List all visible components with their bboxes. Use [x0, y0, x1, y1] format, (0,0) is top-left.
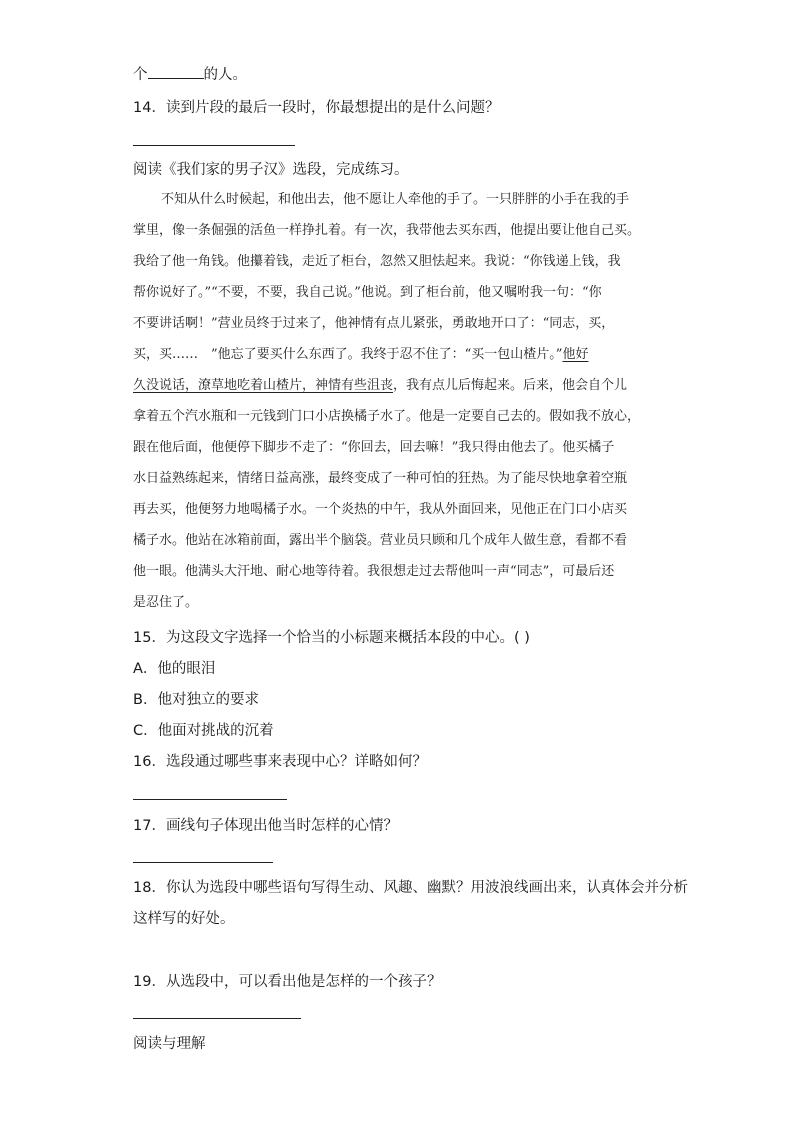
reading-instruction: 阅读《我们家的男子汉》选段，完成练习。: [133, 162, 409, 178]
passage-line: [133, 345, 588, 365]
option-b[interactable]: B．他对独立的要求: [133, 692, 259, 708]
question-18-line-1: 18．你认为选段中哪些语句写得生动、风趣、幽默？用波浪线画出来，认真体会并分析: [133, 880, 688, 896]
passage-line: 掌里，像一条倔强的活鱼一样挣扎着。有一次，我带他去买东西，他提出要让他自己买。: [133, 223, 641, 238]
passage-line: 不要讲话啊！”营业员终于过来了，他神情有点儿紧张，勇敢地开口了：“同志，买，: [133, 316, 615, 331]
passage-line: 他一眼。他满头大汗地、耐心地等待着。我很想走过去帮他叫一声“同志”，可最后还: [133, 564, 615, 579]
passage-line: 跟在他后面，他便停下脚步不走了：“你回去，回去嘛！”我只得由他去了。他买橘子: [133, 440, 615, 455]
option-a[interactable]: A．他的眼泪: [133, 661, 216, 677]
question-19: 19．从选段中，可以看出他是怎样的一个孩子？: [133, 974, 442, 990]
question-16: 16．选段通过哪些事来表现中心？详略如何？: [133, 754, 427, 770]
question-18-line-2: 这样写的好处。: [133, 911, 235, 927]
passage-line: 是忍住了。: [133, 595, 199, 610]
q13-prefix: 个: [133, 67, 148, 83]
passage-line: 再去买，他便努力地喝橘子水。一个炎热的中午，我从外面回来，见他正在门口小店买: [133, 502, 628, 517]
passage-line: 橘子水。他站在冰箱前面，露出半个脑袋。营业员只顾和几个成年人做生意，看都不看: [133, 533, 628, 548]
answer-line-16[interactable]: [133, 799, 287, 800]
passage-line: 水日益熟练起来，情绪日益高涨，最终变成了一种可怕的狂热。为了能尽快地拿着空瓶: [133, 471, 628, 486]
section-heading: 阅读与理解: [133, 1036, 206, 1052]
answer-line-19[interactable]: [133, 1018, 301, 1019]
passage-line: [133, 376, 627, 396]
passage-line: 我给了他一角钱。他攥着钱，走近了柜台，忽然又胆怯起来。我说：“你钱递上钱，我: [133, 254, 621, 269]
passage-text: ，我有点儿后悔起来。后来，他会自个儿: [393, 378, 628, 393]
underlined-sentence: 他好: [562, 347, 589, 362]
passage-line: 帮你说好了。”“不要，不要，我自己说。”他说。到了柜台前，他又嘱咐我一句：“你: [133, 285, 602, 300]
q13-suffix: 的人。: [203, 67, 247, 83]
passage-line: 拿着五个汽水瓶和一元钱到门口小店换橘子水了。他是一定要自己去的。假如我不放心，: [133, 409, 641, 424]
question-14: 14．读到片段的最后一段时，你最想提出的是什么问题？: [133, 100, 500, 116]
passage-line: 不知从什么时候起，和他出去，他不愿让人牵他的手了。一只胖胖的小手在我的手: [161, 192, 630, 207]
answer-line-14[interactable]: [133, 145, 295, 146]
question-13-tail: [133, 64, 247, 85]
fill-in-blank[interactable]: [148, 64, 204, 79]
underlined-sentence: 久没说话，潦草地吃着山楂片，神情有些沮丧: [133, 378, 394, 393]
question-15: 15．为这段文字选择一个恰当的小标题来概括本段的中心。( ): [133, 630, 530, 646]
option-c[interactable]: C．他面对挑战的沉着: [133, 723, 274, 739]
question-17: 17．画线句子体现出他当时怎样的心情？: [133, 818, 398, 834]
answer-line-17[interactable]: [133, 862, 273, 863]
reading-passage: [133, 190, 663, 610]
passage-text: 买，买…… ”他忘了要买什么东西了。我终于忍不住了：“买一包山楂片。”: [133, 347, 563, 362]
